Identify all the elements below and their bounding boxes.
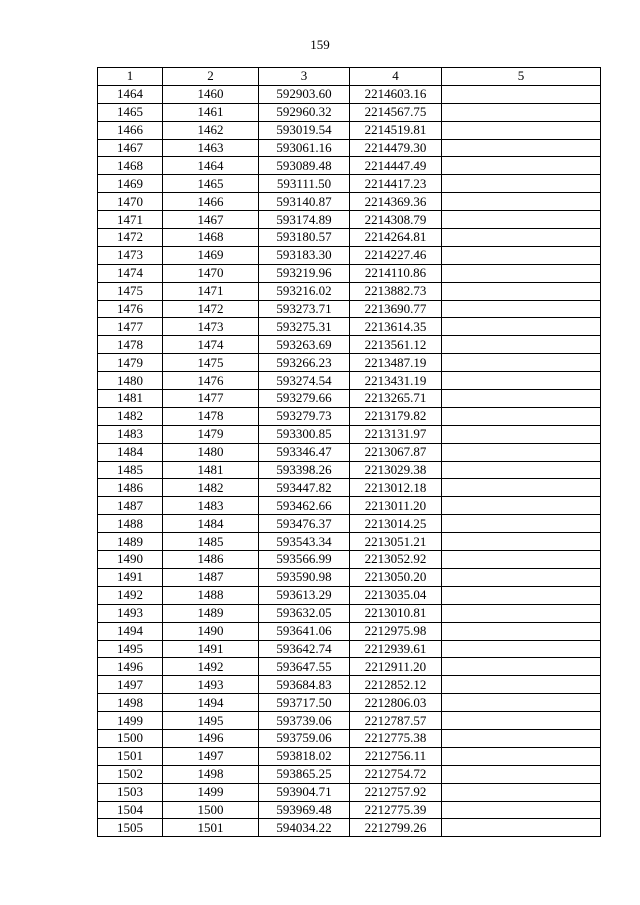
table-cell-col-3: 593398.26 [259, 461, 350, 479]
table-cell-col-5 [442, 390, 601, 408]
table-cell-col-2: 1494 [163, 694, 259, 712]
table-cell-col-4: 2212852.12 [350, 676, 442, 694]
table-cell-col-3: 593274.54 [259, 372, 350, 390]
table-cell-col-3: 593739.06 [259, 712, 350, 730]
table-cell-col-2: 1486 [163, 551, 259, 569]
table-cell-col-2: 1464 [163, 157, 259, 175]
table-cell-col-2: 1470 [163, 264, 259, 282]
table-cell-col-1: 1486 [98, 479, 163, 497]
table-header-row [98, 68, 601, 86]
table-row [98, 85, 601, 103]
table-row [98, 586, 601, 604]
table-cell-col-4: 2213052.92 [350, 551, 442, 569]
table-row [98, 300, 601, 318]
table-cell-col-3: 593818.02 [259, 747, 350, 765]
table-cell-col-5 [442, 586, 601, 604]
table-cell-col-3: 593642.74 [259, 640, 350, 658]
table-cell-col-2: 1462 [163, 121, 259, 139]
table-cell-col-4: 2213035.04 [350, 586, 442, 604]
table-cell-col-2: 1495 [163, 712, 259, 730]
table-cell-col-1: 1468 [98, 157, 163, 175]
table-cell-col-3: 593300.85 [259, 425, 350, 443]
table-cell-col-2: 1477 [163, 390, 259, 408]
table-row [98, 783, 601, 801]
table-cell-col-1: 1490 [98, 551, 163, 569]
table-cell-col-3: 592960.32 [259, 103, 350, 121]
table-cell-col-5 [442, 783, 601, 801]
table-cell-col-2: 1493 [163, 676, 259, 694]
table-row [98, 193, 601, 211]
table-cell-col-5 [442, 729, 601, 747]
table-cell-col-5 [442, 747, 601, 765]
column-header-2: 2 [163, 68, 259, 86]
table-cell-col-3: 593279.66 [259, 390, 350, 408]
table-cell-col-2: 1491 [163, 640, 259, 658]
table-cell-col-1: 1474 [98, 264, 163, 282]
table-cell-col-1: 1487 [98, 497, 163, 515]
table-cell-col-2: 1461 [163, 103, 259, 121]
table-cell-col-5 [442, 497, 601, 515]
table-cell-col-4: 2213131.97 [350, 425, 442, 443]
table-row [98, 497, 601, 515]
table-cell-col-5 [442, 443, 601, 461]
table-cell-col-3: 593216.02 [259, 282, 350, 300]
table-cell-col-3: 594034.22 [259, 819, 350, 837]
table-cell-col-5 [442, 658, 601, 676]
table-cell-col-3: 593759.06 [259, 729, 350, 747]
table-cell-col-1: 1501 [98, 747, 163, 765]
table-cell-col-5 [442, 211, 601, 229]
table-cell-col-5 [442, 121, 601, 139]
table-cell-col-2: 1463 [163, 139, 259, 157]
table-row [98, 157, 601, 175]
table-cell-col-3: 593641.06 [259, 622, 350, 640]
table-cell-col-4: 2212806.03 [350, 694, 442, 712]
table-row [98, 551, 601, 569]
table-cell-col-4: 2214110.86 [350, 264, 442, 282]
table-cell-col-3: 593590.98 [259, 568, 350, 586]
coordinates-table [97, 67, 601, 837]
table-cell-col-3: 593904.71 [259, 783, 350, 801]
page-number: 159 [310, 37, 330, 52]
table-cell-col-4: 2213265.71 [350, 390, 442, 408]
table-row [98, 461, 601, 479]
table-cell-col-4: 2213010.81 [350, 604, 442, 622]
table-cell-col-5 [442, 372, 601, 390]
table-cell-col-1: 1482 [98, 407, 163, 425]
table-row [98, 229, 601, 247]
table-cell-col-3: 593632.05 [259, 604, 350, 622]
table-cell-col-1: 1465 [98, 103, 163, 121]
table-cell-col-2: 1492 [163, 658, 259, 676]
table-cell-col-5 [442, 264, 601, 282]
table-cell-col-1: 1498 [98, 694, 163, 712]
table-cell-col-4: 2213431.19 [350, 372, 442, 390]
table-cell-col-5 [442, 407, 601, 425]
table-cell-col-3: 593865.25 [259, 765, 350, 783]
table-cell-col-2: 1485 [163, 533, 259, 551]
table-row [98, 354, 601, 372]
table-row [98, 372, 601, 390]
table-row [98, 336, 601, 354]
table-cell-col-3: 593543.34 [259, 533, 350, 551]
table-cell-col-2: 1497 [163, 747, 259, 765]
table-cell-col-4: 2214567.75 [350, 103, 442, 121]
table-cell-col-3: 593476.37 [259, 515, 350, 533]
table-cell-col-1: 1471 [98, 211, 163, 229]
table-cell-col-4: 2213561.12 [350, 336, 442, 354]
table-cell-col-5 [442, 801, 601, 819]
table-cell-col-2: 1469 [163, 246, 259, 264]
table-row [98, 479, 601, 497]
table-cell-col-4: 2214519.81 [350, 121, 442, 139]
table-cell-col-4: 2213614.35 [350, 318, 442, 336]
table-row [98, 407, 601, 425]
table-row [98, 318, 601, 336]
table-cell-col-1: 1478 [98, 336, 163, 354]
table-cell-col-4: 2214264.81 [350, 229, 442, 247]
table-cell-col-3: 593717.50 [259, 694, 350, 712]
table-cell-col-1: 1470 [98, 193, 163, 211]
table-cell-col-1: 1492 [98, 586, 163, 604]
table-row [98, 443, 601, 461]
table-row [98, 390, 601, 408]
table-cell-col-5 [442, 139, 601, 157]
table-row [98, 264, 601, 282]
table-cell-col-2: 1480 [163, 443, 259, 461]
table-row [98, 747, 601, 765]
table-cell-col-4: 2212775.38 [350, 729, 442, 747]
table-cell-col-4: 2214417.23 [350, 175, 442, 193]
table-cell-col-1: 1485 [98, 461, 163, 479]
table-cell-col-1: 1505 [98, 819, 163, 837]
table-cell-col-3: 593174.89 [259, 211, 350, 229]
table-cell-col-4: 2214603.16 [350, 85, 442, 103]
table-cell-col-3: 593180.57 [259, 229, 350, 247]
table-row [98, 139, 601, 157]
table-cell-col-2: 1490 [163, 622, 259, 640]
table-cell-col-2: 1496 [163, 729, 259, 747]
table-cell-col-5 [442, 676, 601, 694]
table-cell-col-5 [442, 551, 601, 569]
column-header-3: 3 [259, 68, 350, 86]
table-cell-col-2: 1487 [163, 568, 259, 586]
table-cell-col-1: 1467 [98, 139, 163, 157]
table-cell-col-1: 1502 [98, 765, 163, 783]
table-row [98, 712, 601, 730]
table-cell-col-1: 1473 [98, 246, 163, 264]
table-cell-col-5 [442, 604, 601, 622]
table-cell-col-3: 593219.96 [259, 264, 350, 282]
table-cell-col-3: 593462.66 [259, 497, 350, 515]
table-cell-col-3: 593684.83 [259, 676, 350, 694]
table-cell-col-1: 1475 [98, 282, 163, 300]
table-cell-col-5 [442, 425, 601, 443]
table-cell-col-2: 1483 [163, 497, 259, 515]
table-cell-col-4: 2214227.46 [350, 246, 442, 264]
table-cell-col-4: 2213179.82 [350, 407, 442, 425]
table-cell-col-1: 1497 [98, 676, 163, 694]
table-cell-col-4: 2212975.98 [350, 622, 442, 640]
table-cell-col-2: 1488 [163, 586, 259, 604]
table-cell-col-2: 1465 [163, 175, 259, 193]
table-cell-col-4: 2213487.19 [350, 354, 442, 372]
table-cell-col-2: 1489 [163, 604, 259, 622]
table-cell-col-2: 1481 [163, 461, 259, 479]
table-cell-col-5 [442, 515, 601, 533]
table-cell-col-2: 1471 [163, 282, 259, 300]
table-cell-col-1: 1504 [98, 801, 163, 819]
table-cell-col-4: 2213011.20 [350, 497, 442, 515]
table-cell-col-5 [442, 765, 601, 783]
table-cell-col-3: 593346.47 [259, 443, 350, 461]
table-row [98, 676, 601, 694]
table-cell-col-4: 2212775.39 [350, 801, 442, 819]
table-cell-col-4: 2213690.77 [350, 300, 442, 318]
table-cell-col-4: 2214308.79 [350, 211, 442, 229]
table-row [98, 801, 601, 819]
table-row [98, 694, 601, 712]
table-cell-col-1: 1481 [98, 390, 163, 408]
table-cell-col-3: 593275.31 [259, 318, 350, 336]
table-cell-col-2: 1460 [163, 85, 259, 103]
table-cell-col-3: 592903.60 [259, 85, 350, 103]
table-cell-col-5 [442, 193, 601, 211]
table-cell-col-4: 2214447.49 [350, 157, 442, 175]
table-cell-col-1: 1495 [98, 640, 163, 658]
table-cell-col-1: 1472 [98, 229, 163, 247]
table-cell-col-1: 1476 [98, 300, 163, 318]
table-cell-col-4: 2213029.38 [350, 461, 442, 479]
table-cell-col-1: 1480 [98, 372, 163, 390]
table-cell-col-1: 1488 [98, 515, 163, 533]
table-cell-col-2: 1478 [163, 407, 259, 425]
table-cell-col-1: 1464 [98, 85, 163, 103]
table-cell-col-2: 1499 [163, 783, 259, 801]
table-cell-col-4: 2212756.11 [350, 747, 442, 765]
table-cell-col-3: 593279.73 [259, 407, 350, 425]
table-cell-col-4: 2212799.26 [350, 819, 442, 837]
table-body [98, 85, 601, 836]
table-cell-col-5 [442, 157, 601, 175]
table-cell-col-3: 593566.99 [259, 551, 350, 569]
table-cell-col-4: 2213050.20 [350, 568, 442, 586]
table-cell-col-4: 2212911.20 [350, 658, 442, 676]
table-cell-col-5 [442, 568, 601, 586]
table-cell-col-3: 593019.54 [259, 121, 350, 139]
column-header-5: 5 [442, 68, 601, 86]
table-cell-col-5 [442, 85, 601, 103]
table-cell-col-3: 593447.82 [259, 479, 350, 497]
table-cell-col-3: 593647.55 [259, 658, 350, 676]
table-row [98, 658, 601, 676]
table-row [98, 729, 601, 747]
table-row [98, 604, 601, 622]
table-cell-col-5 [442, 819, 601, 837]
table-cell-col-1: 1500 [98, 729, 163, 747]
table-row [98, 103, 601, 121]
table-cell-col-3: 593089.48 [259, 157, 350, 175]
table-cell-col-1: 1503 [98, 783, 163, 801]
table-cell-col-4: 2212757.92 [350, 783, 442, 801]
table-cell-col-2: 1498 [163, 765, 259, 783]
table-row [98, 568, 601, 586]
table-cell-col-4: 2214479.30 [350, 139, 442, 157]
table-cell-col-2: 1501 [163, 819, 259, 837]
table-cell-col-3: 593266.23 [259, 354, 350, 372]
table-cell-col-5 [442, 712, 601, 730]
table-cell-col-2: 1473 [163, 318, 259, 336]
table-cell-col-5 [442, 318, 601, 336]
table-cell-col-1: 1483 [98, 425, 163, 443]
table-cell-col-3: 593183.30 [259, 246, 350, 264]
table-cell-col-5 [442, 300, 601, 318]
table-row [98, 211, 601, 229]
table-cell-col-4: 2213051.21 [350, 533, 442, 551]
table-cell-col-1: 1466 [98, 121, 163, 139]
table-cell-col-2: 1476 [163, 372, 259, 390]
table-cell-col-5 [442, 282, 601, 300]
table-cell-col-5 [442, 246, 601, 264]
table-cell-col-2: 1500 [163, 801, 259, 819]
table-row [98, 282, 601, 300]
table-cell-col-1: 1496 [98, 658, 163, 676]
table-cell-col-2: 1479 [163, 425, 259, 443]
table-cell-col-4: 2212787.57 [350, 712, 442, 730]
table-cell-col-4: 2213014.25 [350, 515, 442, 533]
table-row [98, 533, 601, 551]
table-cell-col-5 [442, 354, 601, 372]
table-cell-col-5 [442, 336, 601, 354]
table-cell-col-2: 1468 [163, 229, 259, 247]
table-cell-col-3: 593273.71 [259, 300, 350, 318]
table-cell-col-1: 1479 [98, 354, 163, 372]
table-cell-col-3: 593061.16 [259, 139, 350, 157]
table-cell-col-5 [442, 479, 601, 497]
table-cell-col-4: 2214369.36 [350, 193, 442, 211]
table-row [98, 765, 601, 783]
table-cell-col-4: 2213067.87 [350, 443, 442, 461]
table-cell-col-5 [442, 694, 601, 712]
table-row [98, 175, 601, 193]
table-cell-col-1: 1469 [98, 175, 163, 193]
table-cell-col-1: 1477 [98, 318, 163, 336]
table-cell-col-2: 1467 [163, 211, 259, 229]
table-cell-col-2: 1484 [163, 515, 259, 533]
table-cell-col-4: 2213882.73 [350, 282, 442, 300]
table-cell-col-1: 1494 [98, 622, 163, 640]
table-cell-col-2: 1466 [163, 193, 259, 211]
table-row [98, 246, 601, 264]
table-cell-col-2: 1482 [163, 479, 259, 497]
table-cell-col-3: 593613.29 [259, 586, 350, 604]
column-header-1: 1 [98, 68, 163, 86]
table-cell-col-2: 1475 [163, 354, 259, 372]
table-row [98, 515, 601, 533]
table-cell-col-1: 1499 [98, 712, 163, 730]
table-cell-col-5 [442, 175, 601, 193]
table-cell-col-1: 1493 [98, 604, 163, 622]
table-row [98, 640, 601, 658]
table-cell-col-3: 593111.50 [259, 175, 350, 193]
table-row [98, 819, 601, 837]
table-cell-col-3: 593140.87 [259, 193, 350, 211]
table-cell-col-5 [442, 461, 601, 479]
table-cell-col-4: 2212939.61 [350, 640, 442, 658]
table-cell-col-5 [442, 622, 601, 640]
column-header-4: 4 [350, 68, 442, 86]
table-cell-col-3: 593263.69 [259, 336, 350, 354]
table-cell-col-4: 2212754.72 [350, 765, 442, 783]
table-row [98, 121, 601, 139]
table-cell-col-1: 1489 [98, 533, 163, 551]
table-row [98, 425, 601, 443]
table-cell-col-1: 1484 [98, 443, 163, 461]
table-cell-col-2: 1472 [163, 300, 259, 318]
table-cell-col-3: 593969.48 [259, 801, 350, 819]
table-cell-col-5 [442, 640, 601, 658]
table-cell-col-1: 1491 [98, 568, 163, 586]
table-cell-col-5 [442, 103, 601, 121]
table-cell-col-5 [442, 533, 601, 551]
table-cell-col-4: 2213012.18 [350, 479, 442, 497]
table-cell-col-2: 1474 [163, 336, 259, 354]
table-row [98, 622, 601, 640]
table-cell-col-5 [442, 229, 601, 247]
